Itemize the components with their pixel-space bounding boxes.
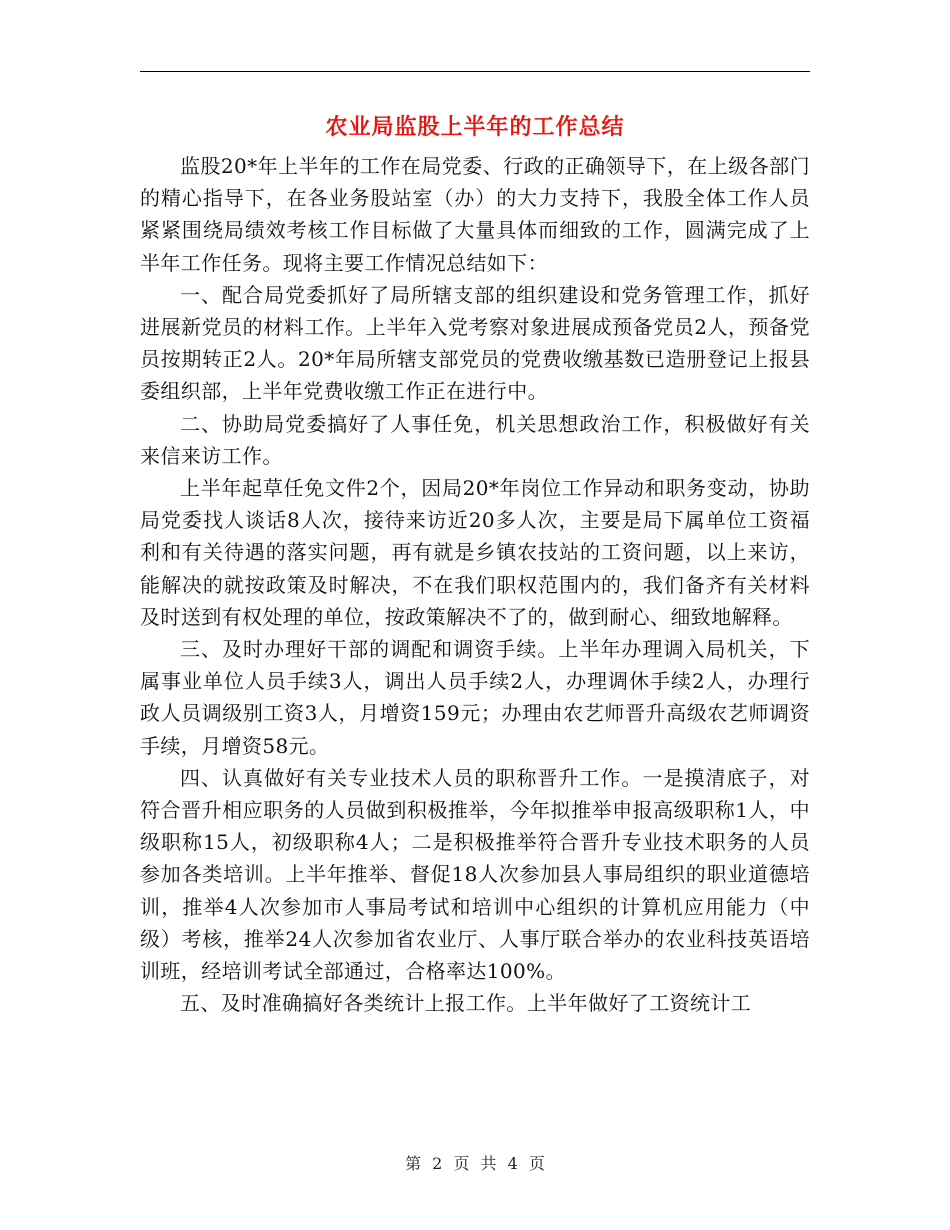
paragraph-section-2: 二、协助局党委搞好了人事任免，机关思想政治工作，积极做好有关来信来访工作。 (140, 411, 810, 468)
page-number: 第 2 页 共 4 页 (405, 1154, 545, 1173)
paragraph-section-2-detail: 上半年起草任免文件2个，因局20*年岗位工作异动和职务变动，协助局党委找人谈话8人次，接待来访近20多人次，主要是局下属单位工资福利和有关待遇的落实问题，再有就是乡镇农技站的工资问题，以上来访，能解决的就按政策及时解决，不在我们职权范围内的，我们备齐有关材料及时送到有权处理的单位，按政策解决不了的，做到耐心、细致地解释。 (140, 476, 810, 629)
header-rule (140, 71, 810, 72)
paragraph-section-5: 五、及时准确搞好各类统计上报工作。上半年做好了工资统计工 (180, 991, 752, 1016)
paragraph-intro: 监股20*年上半年的工作在局党委、行政的正确领导下，在上级各部门的精心指导下，在各业务股站室（办）的大力支持下，我股全体工作人员紧紧围绕局绩效考核工作目标做了大量具体而细致的工作，圆满完成了上半年工作任务。现将主要工作情况总结如下： (140, 154, 810, 275)
document-title: 农业局监股上半年的工作总结 (325, 114, 625, 140)
paragraph-section-4: 四、认真做好有关专业技术人员的职称晋升工作。一是摸清底子，对符合晋升相应职务的人员做到积极推举，今年拟推举申报高级职称1人，中级职称15人，初级职称4人；二是积极推举符合晋升专业技术职务的人员参加各类培训。上半年推举、督促18人次参加县人事局组织的职业道德培训，推举4人次参加市人事局考试和培训中心组织的计算机应用能力（中级）考核，推举24人次参加省农业厅、人事厅联合举办的农业科技英语培训班，经培训考试全部通过，合格率达100%。 (140, 765, 810, 984)
paragraph-section-1: 一、配合局党委抓好了局所辖支部的组织建设和党务管理工作，抓好进展新党员的材料工作。上半年入党考察对象进展成预备党员2人，预备党员按期转正2人。20*年局所辖支部党员的党费收缴基数已造册登记上报县委组织部，上半年党费收缴工作正在进行中。 (140, 282, 810, 404)
paragraph-section-3: 三、及时办理好干部的调配和调资手续。上半年办理调入局机关，下属事业单位人员手续3人，调出人员手续2人，办理调休手续2人，办理行政人员调级别工资3人，月增资159元；办理由农艺师晋升高级农艺师调资手续，月增资58元。 (140, 637, 810, 758)
document-body (140, 150, 810, 1019)
